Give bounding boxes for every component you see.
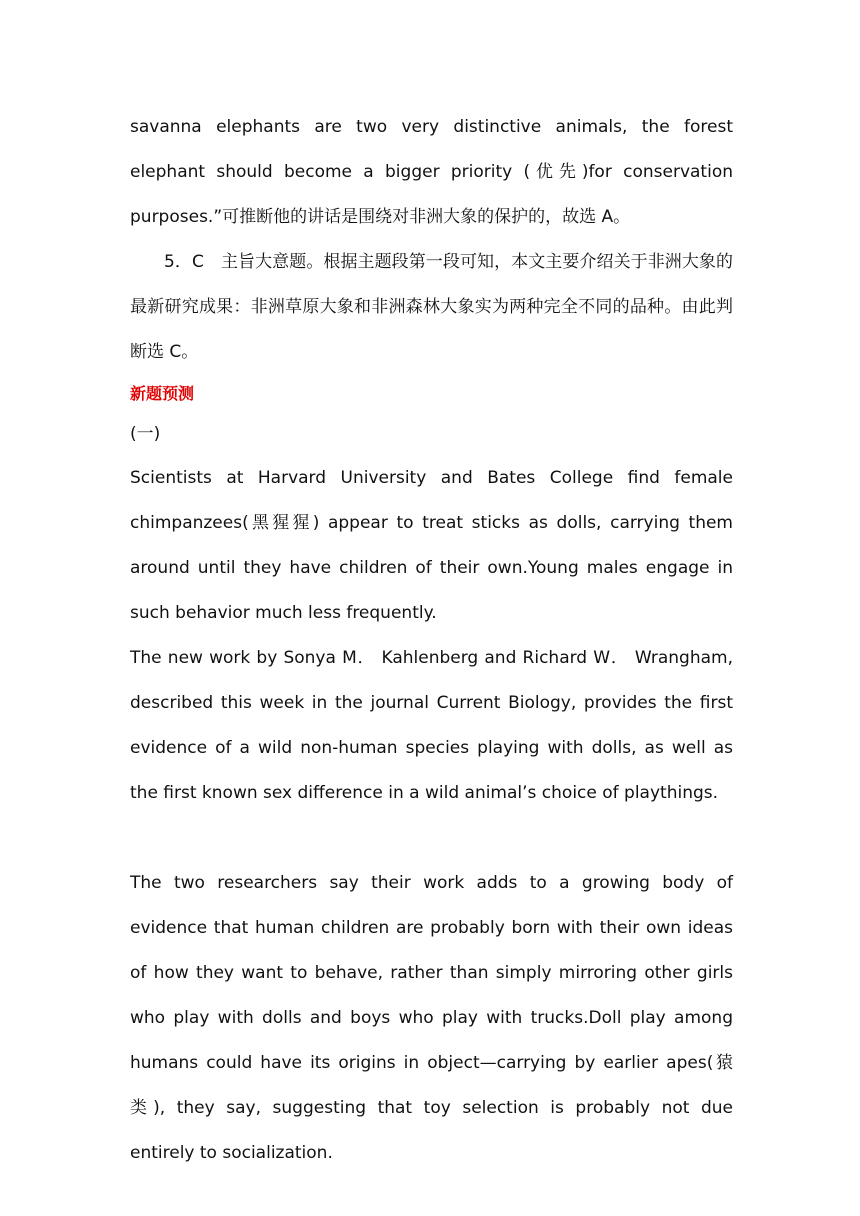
section-heading: 新题预测 (130, 384, 195, 403)
paragraph-spacer (130, 816, 733, 861)
passage-paragraph-1: Scientists at Harvard University and Bates College find female chimpanzees(黑猩猩) appear to treat sticks as dolls, carrying them around until they have children of their own.Young males engage in such behavior much less frequently. (130, 468, 733, 623)
passage-paragraph-2: The new work by Sonya M． Kahlenberg and Richard W． Wrangham, described this week in the journal Current Biology, provides the first evidence of a wild non-human species playing with dolls, as well as the first known sex difference in a wild animal’s choice of playthings. (130, 648, 733, 803)
document-content (130, 105, 733, 1176)
passage-paragraph-3: The two researchers say their work adds to a growing body of evidence that human children are probably born with their own ideas of how they want to behave, rather than simply mirroring other girls who play with dolls and boys who play with trucks.Doll play among humans could have its origins in object—carrying by earlier apes(猿类), they say, suggesting that toy selection is probably not due entirely to socialization. (130, 873, 733, 1163)
answer-5-explanation: 5．C 主旨大意题。根据主题段第一段可知，本文主要介绍关于非洲大象的最新研究成果：非洲草原大象和非洲森林大象实为两种完全不同的品种。由此判断选 C。 (130, 252, 733, 362)
passage-number: (一) (130, 424, 161, 444)
answer-4-explanation-continued: savanna elephants are two very distinctive animals, the forest elephant should become a bigger priority (优先)for conservation purposes.”可推断他的讲话是围绕对非洲大象的保护的，故选 A。 (130, 117, 733, 227)
